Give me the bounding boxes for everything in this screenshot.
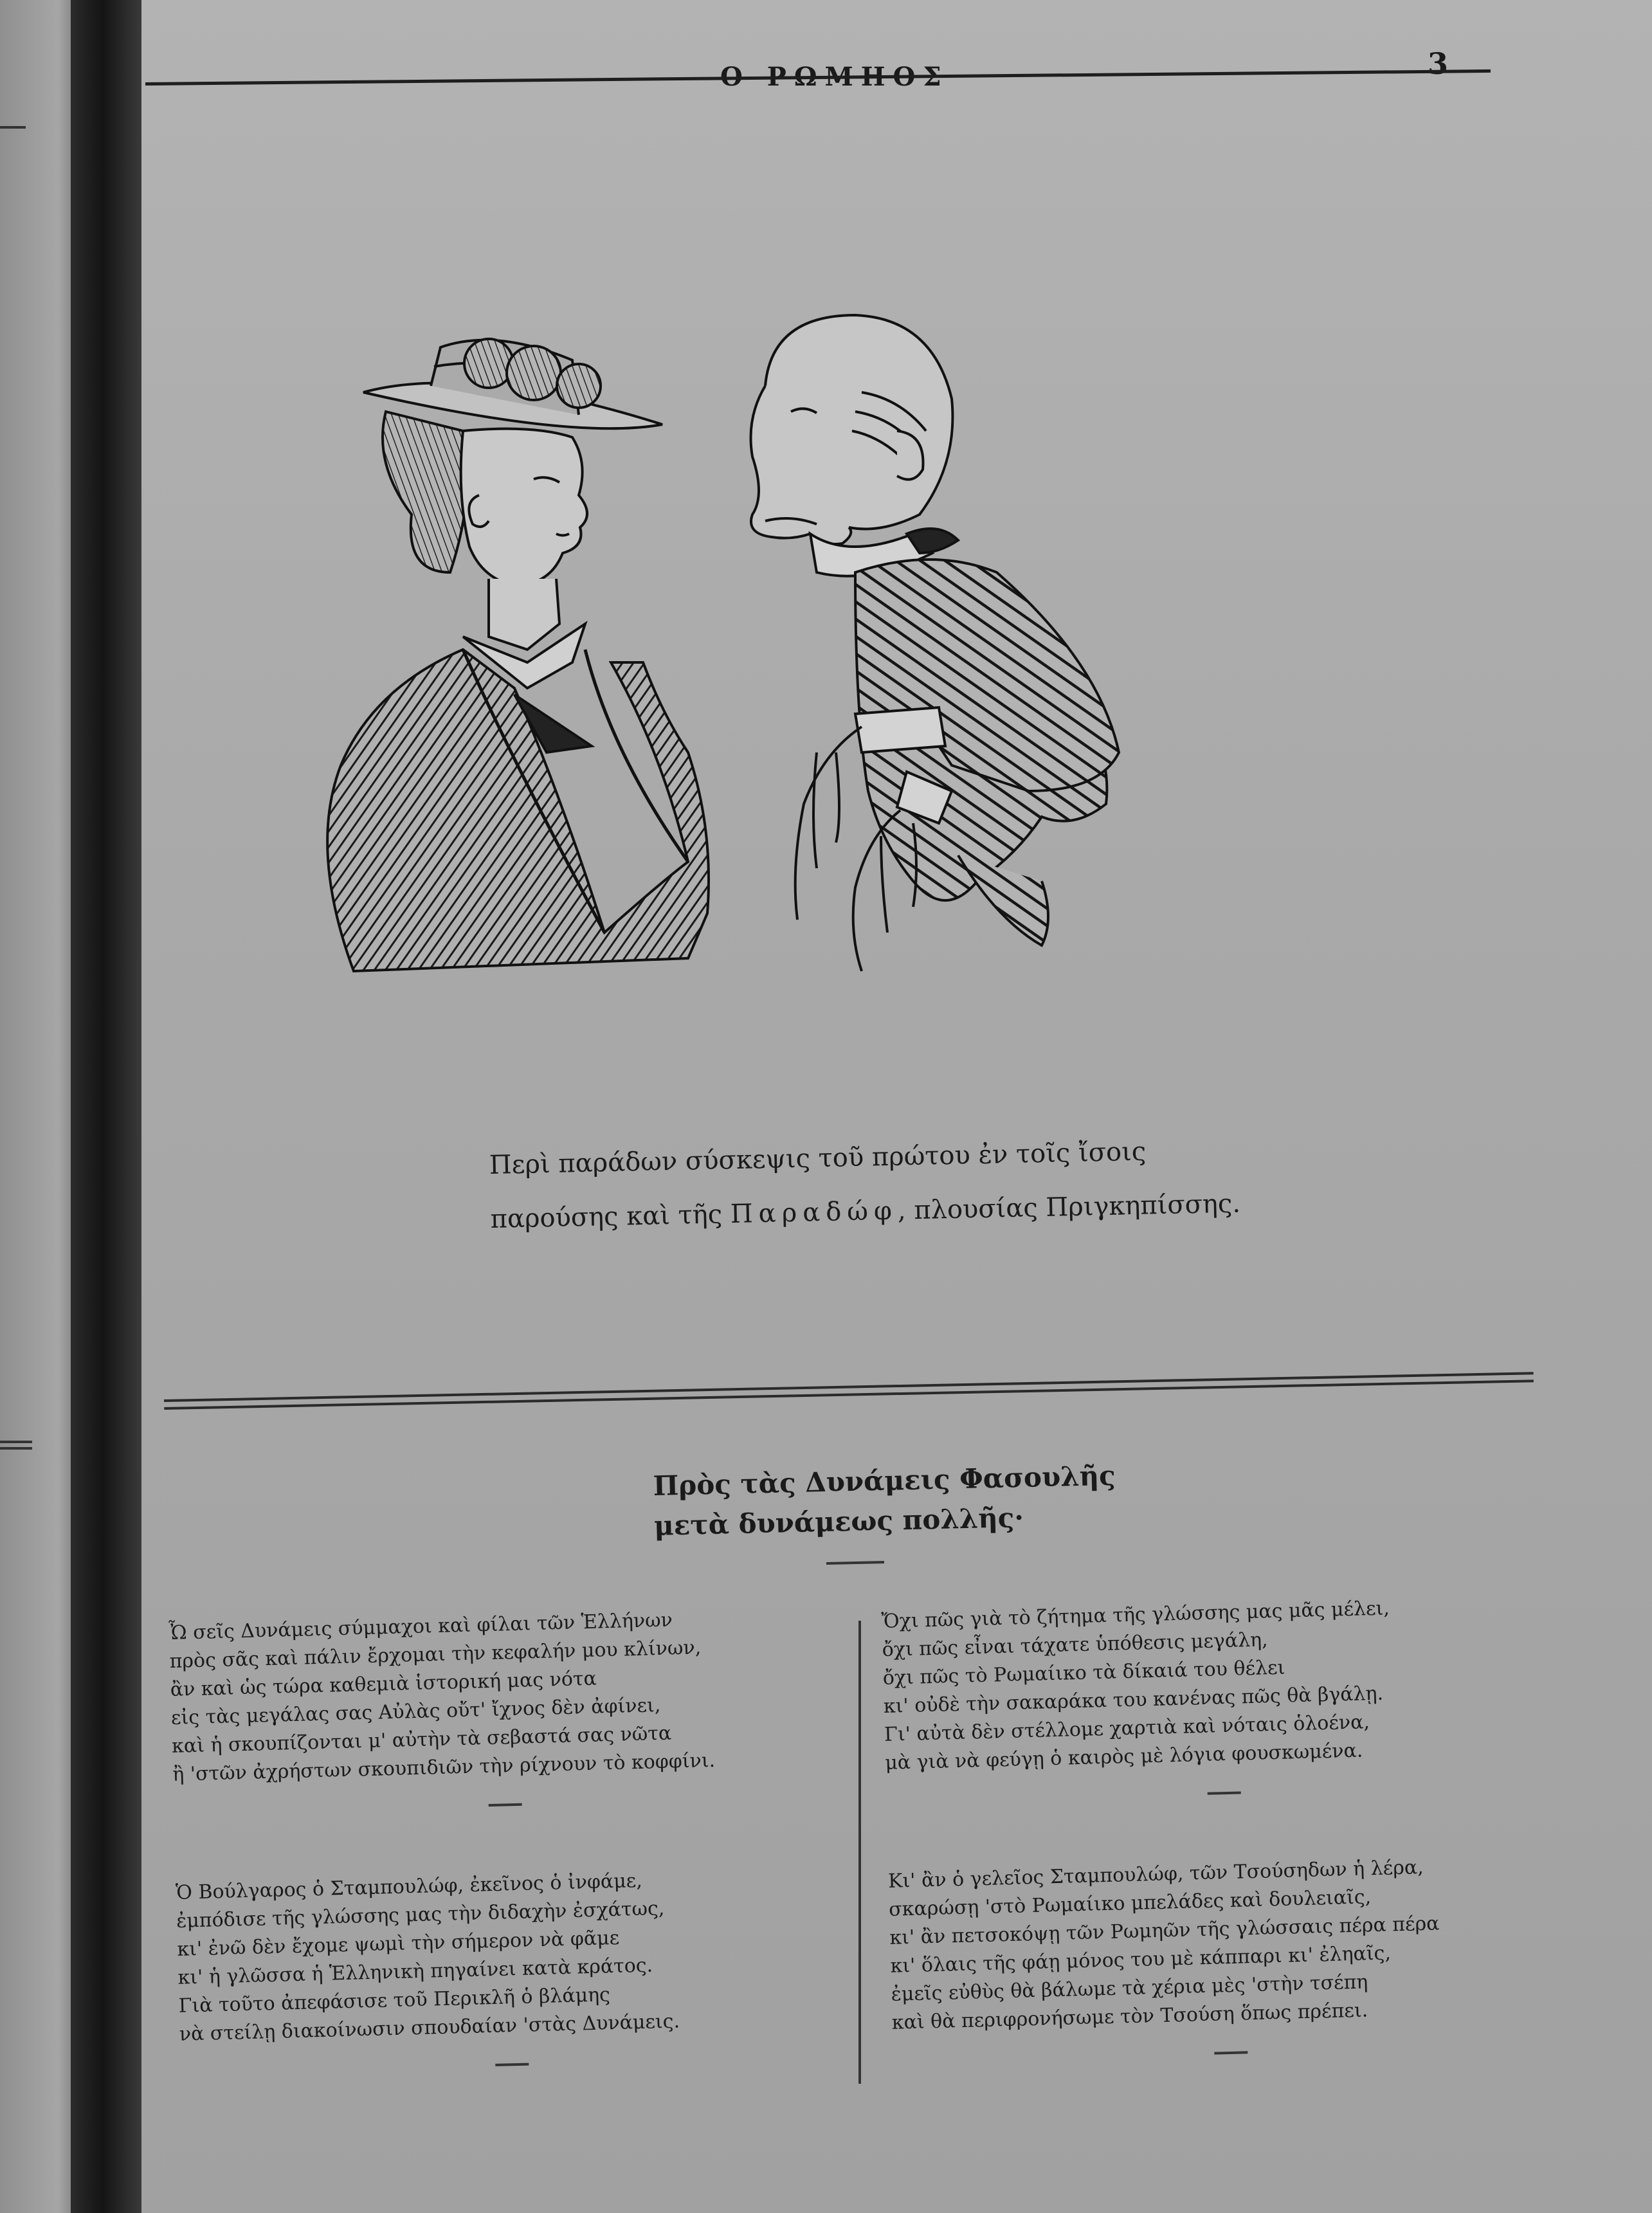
facing-page-rule <box>0 1447 32 1450</box>
verse-line: ἢ 'στῶν ἀχρήστων σκουπιδιῶν τὴν ρίχνουν τὸ κοφφίνι. <box>172 1749 716 1786</box>
book-gutter <box>71 0 141 2213</box>
caption-line-2-start: παρούσης καὶ τῆς <box>490 1199 731 1234</box>
stanza-separator <box>489 1803 522 1807</box>
stanza-separator <box>1208 1791 1241 1794</box>
verse-line: σκαρώσῃ 'στὸ Ρωμαίικο μπελάδες καὶ δουλειαῖς, <box>888 1886 1372 1921</box>
poem-right-column <box>881 1594 1444 2127</box>
verse-line: ὄχι πῶς τὸ Ρωμαίικο τὰ δίκαιά του θέλει <box>882 1656 1285 1689</box>
verse-line: κι' ἂν πετσοκόψῃ τῶν Ρωμηῶν τῆς γλώσσαις πέρα πέρα <box>889 1912 1440 1949</box>
poem-title <box>653 1455 1169 1546</box>
verse-line: Γιὰ τοῦτο ἀπεφάσισε τοῦ Περικλῆ ὁ βλάμης <box>178 1983 611 2017</box>
verse-line: καὶ ἡ σκουπίζονται μ' αὐτὴν τὰ σεβαστά σας νῶτα <box>171 1722 672 1758</box>
woman-figure <box>327 339 709 971</box>
verse-line: ὄχι πῶς εἶναι τάχατε ὑπόθεσις μεγάλη, <box>882 1628 1269 1661</box>
verse-line: Κι' ἂν ὁ γελεῖος Σταμπουλώφ, τῶν Τσούσηδων ἡ λέρα, <box>887 1856 1424 1893</box>
facing-page-rule <box>0 126 26 129</box>
caricature-engraving-icon <box>302 302 1363 1048</box>
stanza <box>888 1853 1443 2063</box>
verse-line: κι' ἡ γλῶσσα ἡ Ἑλληνικὴ πηγαίνει κατὰ κράτος. <box>177 1954 653 1989</box>
stanza <box>176 1865 723 2075</box>
verse-line: πρὸς σᾶς καὶ πάλιν ἔρχομαι τὴν κεφαλήν μου κλίνων, <box>169 1636 702 1673</box>
caption-name-spaced: Παραδώφ <box>730 1196 898 1230</box>
stanza <box>881 1594 1436 1803</box>
verse-line: Γι' αὐτὰ δὲν στέλλομε χαρτιὰ καὶ νόταις ὁλοένα, <box>884 1711 1370 1746</box>
verse-line: ἐμεῖς εὐθὺς θὰ βάλωμε τὰ χέρια μὲς 'στὴν τσέπη <box>891 1971 1368 2006</box>
stanza-separator <box>1214 2051 1248 2054</box>
verse-line: Ὄχι πῶς γιὰ τὸ ζήτημα τῆς γλώσσης μας μᾶς μέλει, <box>881 1597 1390 1633</box>
poem-left-column <box>168 1605 725 2139</box>
stanza-separator <box>495 2063 529 2066</box>
facing-page-rule <box>0 1441 32 1443</box>
verse-line: νὰ στείλῃ διακοίνωσιν σπουδαίαν 'στὰς Δυνάμεις. <box>179 2010 680 2046</box>
verse-line: καὶ θὰ περιφρονήσωμε τὸν Τσούση ὅπως πρέπει. <box>891 1999 1368 2034</box>
verse-line: μὰ γιὰ νὰ φεύγῃ ὁ καιρὸς μὲ λόγια φουσκωμένα. <box>884 1739 1363 1774</box>
page-number: 3 <box>1428 46 1449 81</box>
verse-line: κι' οὐδὲ τὴν σακαράκα του κανένας πῶς θὰ βγάλῃ. <box>883 1682 1384 1718</box>
illustration-caption <box>489 1122 1262 1246</box>
verse-line: Ὦ σεῖς Δυνάμεις σύμμαχοι καὶ φίλαι τῶν Ἑλλήνων <box>168 1608 673 1644</box>
caption-line-2-end: , πλουσίας Πριγκηπίσσης. <box>897 1188 1241 1226</box>
verse-line: εἰς τὰς μεγάλας σας Αὐλὰς οὔτ' ἴχνος δὲν ἀφίνει, <box>170 1694 661 1729</box>
verse-line: ἂν καὶ ὡς τώρα καθεμιὰ ἱστορική μας νότα <box>170 1667 597 1701</box>
poem-title-line-2: μετὰ δυνάμεως πολλῆς· <box>653 1501 1024 1542</box>
poem-title-line-1: Πρὸς τὰς Δυνάμεις Φασουλῆς <box>653 1459 1116 1502</box>
verse-line: ἐμπόδισε τῆς γλώσσης μας τὴν διδαχὴν ἐσχάτως, <box>176 1897 665 1933</box>
column-divider <box>858 1621 861 2084</box>
stanza <box>168 1605 716 1815</box>
old-man-figure <box>751 315 1120 971</box>
caption-line-1: Περὶ παράδων σύσκεψις τοῦ πρώτου ἐν τοῖς ἴσοις <box>489 1136 1147 1180</box>
verse-line: κι' ἐνῶ δὲν ἔχομε ψωμὶ τὴν σήμερον νὰ φᾶμε <box>176 1926 620 1961</box>
verse-line: κι' ὅλαις τῆς φάῃ μόνος του μὲ κάππαρι κι' ἐληαῖς, <box>890 1942 1392 1978</box>
verse-line: Ὁ Βούλγαρος ὁ Σταμπουλώφ, ἐκεῖνος ὁ ἰνφάμε, <box>175 1869 643 1904</box>
